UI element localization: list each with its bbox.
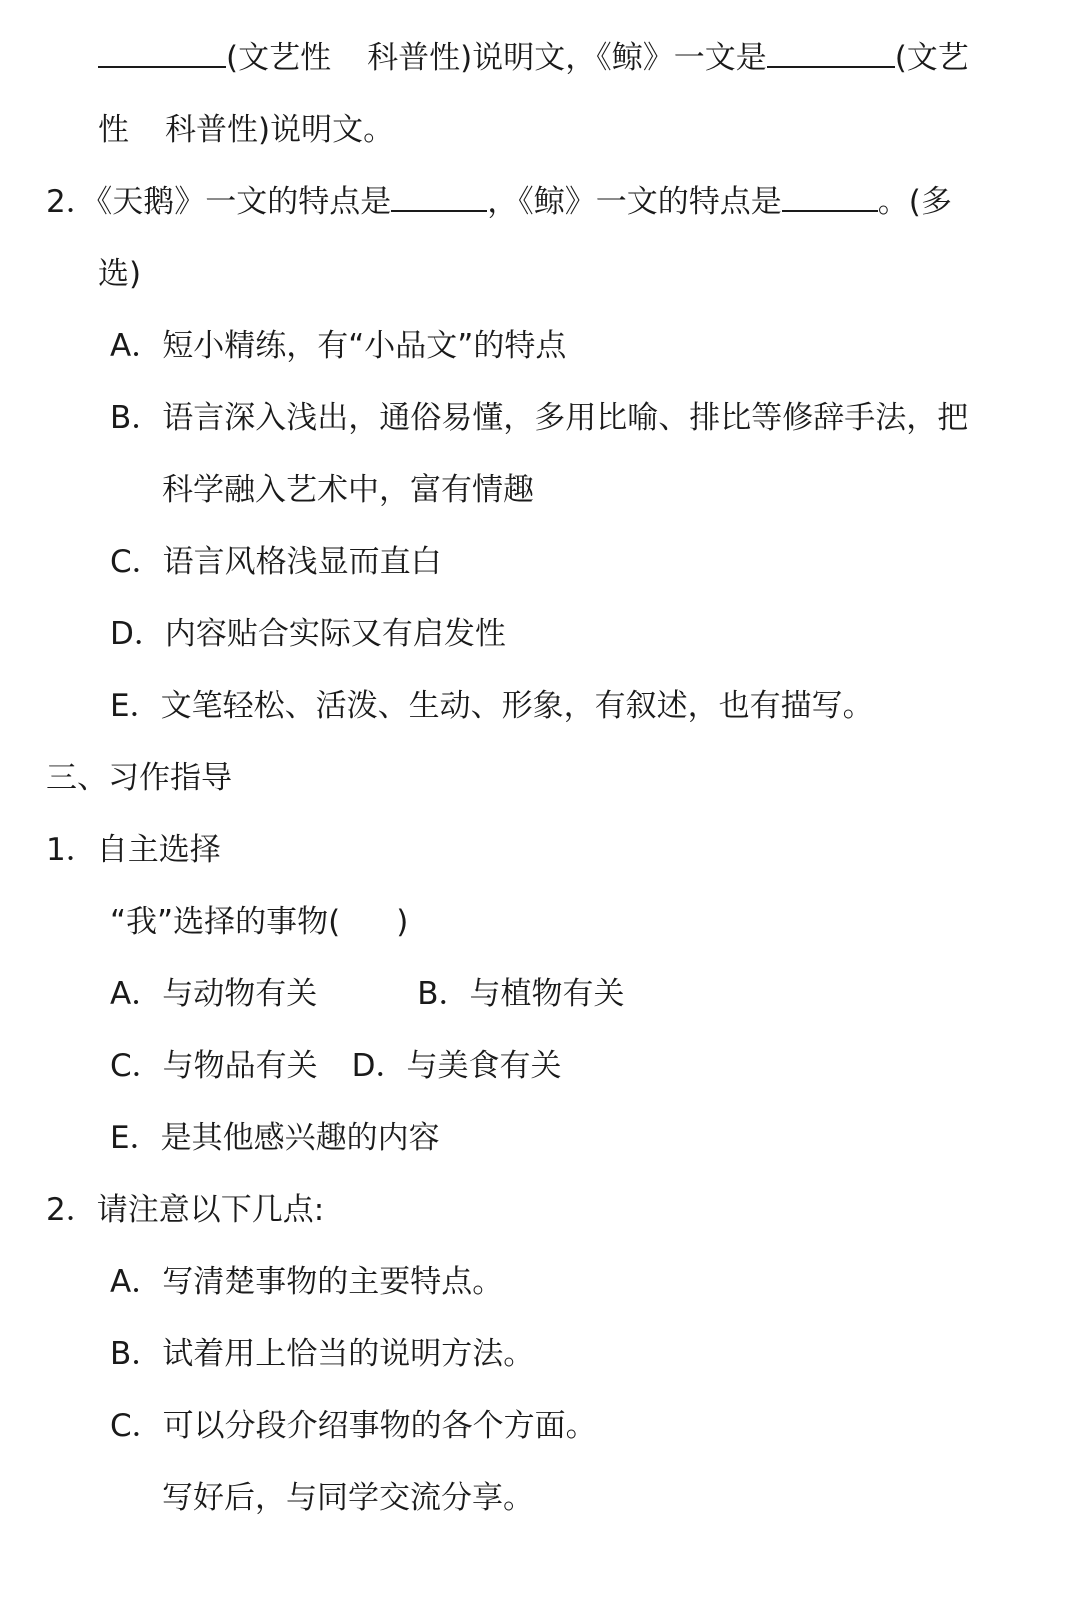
option-label: B． (110, 400, 163, 436)
item-title: 请注意以下几点: (96, 1192, 325, 1228)
option-text: 与美食有关 (406, 1048, 562, 1084)
q2-text-3: 。(多 (877, 184, 952, 220)
option-label: D． (110, 616, 165, 652)
option-text: 内容贴合实际又有启发性 (164, 616, 506, 652)
q2-option-c (110, 542, 442, 582)
point-c (110, 1406, 597, 1446)
answer-blank[interactable] (391, 184, 487, 212)
option-label: C． (110, 544, 163, 580)
option-text: 科学融入艺术中，富有情趣 (162, 472, 534, 508)
q1-line-2 (98, 110, 394, 150)
q2-line-2 (98, 254, 141, 294)
q2-text-2: ，《鲸》一文的特点是 (487, 184, 782, 220)
answer-blank[interactable] (767, 40, 895, 68)
q2-text-cont: 选) (98, 256, 142, 292)
q2-option-b (110, 398, 968, 438)
prompt-close: ) (396, 904, 409, 940)
option-text: 语言风格浅显而直白 (162, 544, 442, 580)
option-text: 文笔轻松、活泼、生动、形象，有叙述，也有描写。 (160, 688, 874, 724)
option-label: A． (110, 328, 163, 364)
point-b (110, 1334, 534, 1374)
closing-note (162, 1478, 534, 1518)
prompt-text: “我”选择的事物( (110, 904, 341, 940)
option-text: 与动物有关 (162, 976, 318, 1012)
option-text: 语言深入浅出，通俗易懂，多用比喻、排比等修辞手法，把 (162, 400, 969, 436)
item-number: 1． (46, 832, 97, 868)
option-label: C． (110, 1048, 163, 1084)
answer-blank[interactable] (98, 40, 226, 68)
q2-option-e (110, 686, 874, 726)
point-text: 写清楚事物的主要特点。 (162, 1264, 504, 1300)
option-label: A． (110, 976, 163, 1012)
option-text: 是其他感兴趣的内容 (160, 1120, 440, 1156)
q2-line-1 (46, 182, 952, 222)
q2-number: 2． (46, 184, 97, 220)
q2-option-d (110, 614, 506, 654)
point-text: 试着用上恰当的说明方法。 (162, 1336, 535, 1372)
section-heading-text: 三、习作指导 (46, 760, 232, 796)
q1-line-1 (98, 38, 969, 78)
q1-text-1: (文艺性 (226, 40, 332, 76)
option-text: 与物品有关 (162, 1048, 318, 1084)
option-text: 与植物有关 (469, 976, 625, 1012)
item-title: 自主选择 (96, 832, 221, 868)
choice-row-2 (110, 1046, 562, 1086)
point-label: B． (110, 1336, 163, 1372)
q2-option-a (110, 326, 566, 366)
choice-row-1 (110, 974, 625, 1014)
option-label: E． (110, 1120, 161, 1156)
option-label: D． (351, 1048, 407, 1084)
point-label: A． (110, 1264, 163, 1300)
item-number: 2． (46, 1192, 97, 1228)
q2-text-1: 《天鹅》一文的特点是 (96, 184, 392, 220)
option-label: B． (417, 976, 470, 1012)
point-text: 可以分段介绍事物的各个方面。 (162, 1408, 597, 1444)
option-label: E． (110, 688, 161, 724)
choice-row-3 (110, 1118, 440, 1158)
item2-heading (46, 1190, 324, 1230)
point-a (110, 1262, 503, 1302)
q2-option-b-cont (162, 470, 534, 510)
point-label: C． (110, 1408, 163, 1444)
closing-text: 写好后，与同学交流分享。 (162, 1480, 534, 1516)
item1-heading (46, 830, 221, 870)
q1-text-4: 性 (98, 112, 129, 148)
q1-text-2: 科普性)说明文，《鲸》一文是 (367, 40, 767, 76)
answer-blank[interactable] (782, 184, 878, 212)
q1-text-3: (文艺 (894, 40, 969, 76)
choice-prompt (110, 902, 408, 942)
option-text: 短小精练，有“小品文”的特点 (162, 328, 567, 364)
q1-text-5: 科普性)说明文。 (165, 112, 395, 148)
section-heading (46, 758, 232, 798)
